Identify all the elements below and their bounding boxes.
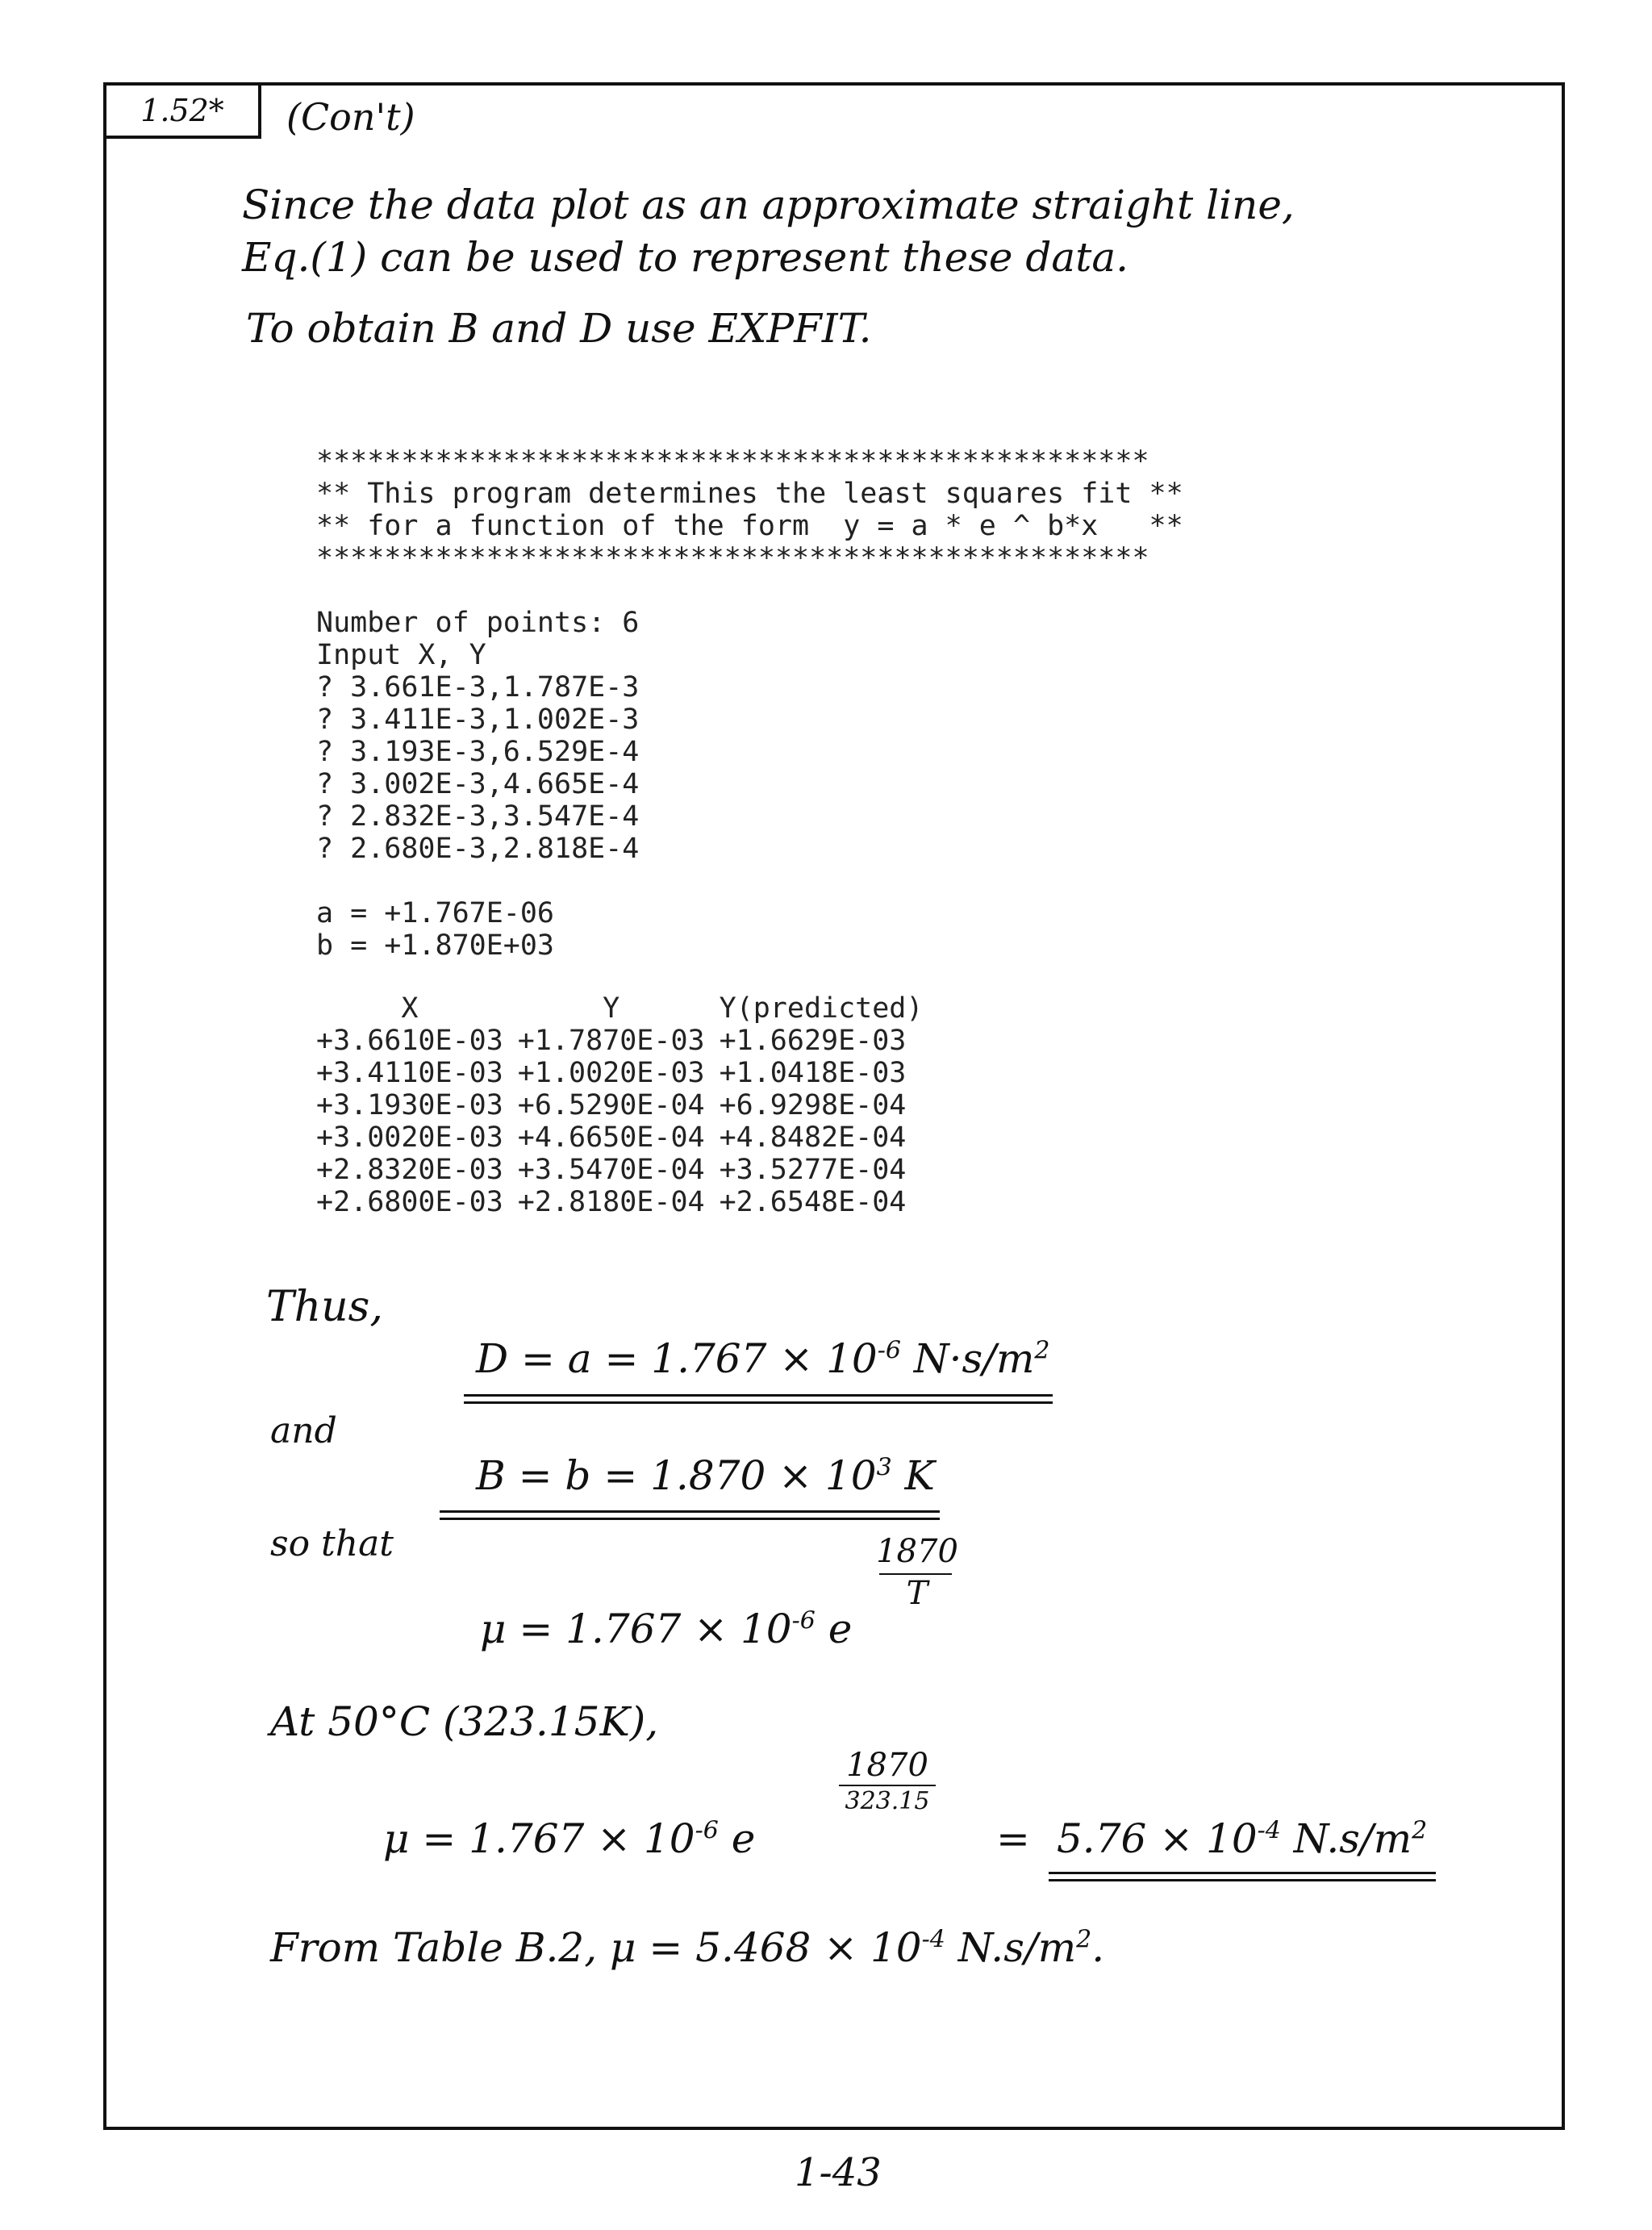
table-row (316, 1121, 937, 1154)
mu2-equation (383, 1815, 755, 1862)
input-line: ? 3.002E-3,4.665E-4 (316, 768, 640, 800)
mu-exponent-numerator: 1870 (876, 1533, 958, 1570)
d-equation-exp: -6 (877, 1336, 901, 1365)
mu2-result-main: 5.76 × 10 (1057, 1815, 1258, 1862)
mu2-exponent-denominator: 323.15 (845, 1787, 930, 1815)
table-b2-exp: -4 (921, 1925, 945, 1954)
mu2-underline-1 (1049, 1872, 1436, 1874)
mu2-result-unit: N.s/m (1280, 1815, 1412, 1862)
d-equation-unit: N·s/m (900, 1335, 1035, 1382)
mu2-equation-main: μ = 1.767 × 10 (383, 1815, 695, 1862)
so-that-label: so that (270, 1523, 394, 1564)
cell: +1.6629E-03 (719, 1025, 907, 1057)
result-a: a = +1.767E-06 (316, 897, 555, 929)
cell: +4.8482E-04 (719, 1121, 907, 1154)
mu-equation-exp: -6 (791, 1606, 816, 1635)
cell: +1.0418E-03 (719, 1057, 907, 1089)
mu2-result-exp: -4 (1257, 1816, 1281, 1845)
cell: +1.7870E-03 (517, 1025, 705, 1057)
table-b2-comparison (270, 1924, 1104, 1971)
d-underline-2 (464, 1401, 1053, 1404)
cell: +2.8320E-03 (316, 1154, 503, 1186)
cell: +6.5290E-04 (517, 1089, 705, 1121)
table-row (316, 1025, 937, 1057)
cell: +2.6548E-04 (719, 1186, 907, 1218)
table-row (316, 1186, 937, 1218)
program-stars-top: ************************************************* (316, 445, 1149, 478)
b-equation-main: B = b = 1.870 × 10 (476, 1452, 877, 1499)
mu-equation-main: μ = 1.767 × 10 (480, 1606, 792, 1652)
fit-results-table (316, 992, 937, 1218)
col-header-y-predicted: Y(predicted) (719, 992, 924, 1025)
program-stars-bottom: ************************************************* (316, 542, 1149, 574)
cell: +1.0020E-03 (517, 1057, 705, 1089)
cell: +4.6650E-04 (517, 1121, 705, 1154)
d-equation-unit-exp: 2 (1034, 1336, 1050, 1365)
d-underline-1 (464, 1394, 1053, 1397)
b-equation (476, 1452, 935, 1499)
table-header-row (316, 992, 937, 1025)
cell: +6.9298E-04 (719, 1089, 907, 1121)
input-line: ? 3.661E-3,1.787E-3 (316, 671, 640, 704)
table-row (316, 1089, 937, 1121)
continued-heading: (Con't) (286, 95, 415, 139)
d-equation-main: D = a = 1.767 × 10 (476, 1335, 878, 1382)
table-row (316, 1154, 937, 1186)
cell: +3.5470E-04 (517, 1154, 705, 1186)
cell: +2.8180E-04 (517, 1186, 705, 1218)
mu2-equals-sign: = (996, 1815, 1030, 1862)
input-line: ? 2.832E-3,3.547E-4 (316, 800, 640, 833)
cell: +2.6800E-03 (316, 1186, 503, 1218)
thus-label: Thus, (266, 1283, 383, 1331)
input-line: ? 3.193E-3,6.529E-4 (316, 736, 640, 768)
table-b2-main: From Table B.2, μ = 5.468 × 10 (270, 1924, 922, 1971)
program-desc-1: ** This program determines the least squares fit ** (316, 478, 1183, 510)
and-label: and (270, 1410, 337, 1451)
mu-equation-e: e (815, 1606, 853, 1652)
b-equation-exp: 3 (876, 1453, 892, 1482)
intro-line-2: Eq.(1) can be used to represent these data. (242, 234, 1129, 281)
page-number: 1-43 (795, 2150, 882, 2195)
d-equation (476, 1335, 1050, 1382)
col-header-y: Y (603, 992, 620, 1025)
cell: +3.0020E-03 (316, 1121, 503, 1154)
table-b2-unit-exp: 2 (1076, 1925, 1092, 1954)
mu2-result-unit-exp: 2 (1412, 1816, 1428, 1845)
program-desc-2: ** for a function of the form y = a * e ^ b*x ** (316, 510, 1183, 542)
number-of-points: Number of points: 6 (316, 607, 640, 639)
b-underline-2 (440, 1518, 940, 1520)
problem-number-box (106, 86, 261, 139)
cell: +3.4110E-03 (316, 1057, 503, 1089)
mu2-exponent-fraction-bar (839, 1785, 936, 1786)
mu2-exponent-numerator: 1870 (846, 1747, 928, 1784)
cell: +3.1930E-03 (316, 1089, 503, 1121)
problem-label: 1.52* (140, 93, 224, 128)
mu-equation (480, 1606, 852, 1652)
table-b2-end: . (1091, 1924, 1105, 1971)
table-row (316, 1057, 937, 1089)
b-equation-unit: K (891, 1452, 935, 1499)
intro-line-3: To obtain B and D use EXPFIT. (246, 305, 872, 352)
mu2-equation-e: e (718, 1815, 756, 1862)
at-temperature-label: At 50°C (323.15K), (270, 1698, 659, 1745)
input-line: ? 3.411E-3,1.002E-3 (316, 704, 640, 736)
b-underline-1 (440, 1510, 940, 1513)
intro-line-1: Since the data plot as an approximate straight line, (242, 182, 1295, 228)
input-line: ? 2.680E-3,2.818E-4 (316, 833, 640, 865)
mu-exponent-denominator: T (906, 1575, 928, 1612)
cell: +3.6610E-03 (316, 1025, 503, 1057)
table-b2-unit: N.s/m (945, 1924, 1077, 1971)
mu2-underline-2 (1049, 1879, 1436, 1881)
mu2-result (1057, 1815, 1427, 1862)
result-b: b = +1.870E+03 (316, 929, 555, 962)
cell: +3.5277E-04 (719, 1154, 907, 1186)
col-header-x: X (401, 992, 419, 1025)
mu2-equation-exp: -6 (695, 1816, 719, 1845)
input-prompt: Input X, Y (316, 639, 486, 671)
